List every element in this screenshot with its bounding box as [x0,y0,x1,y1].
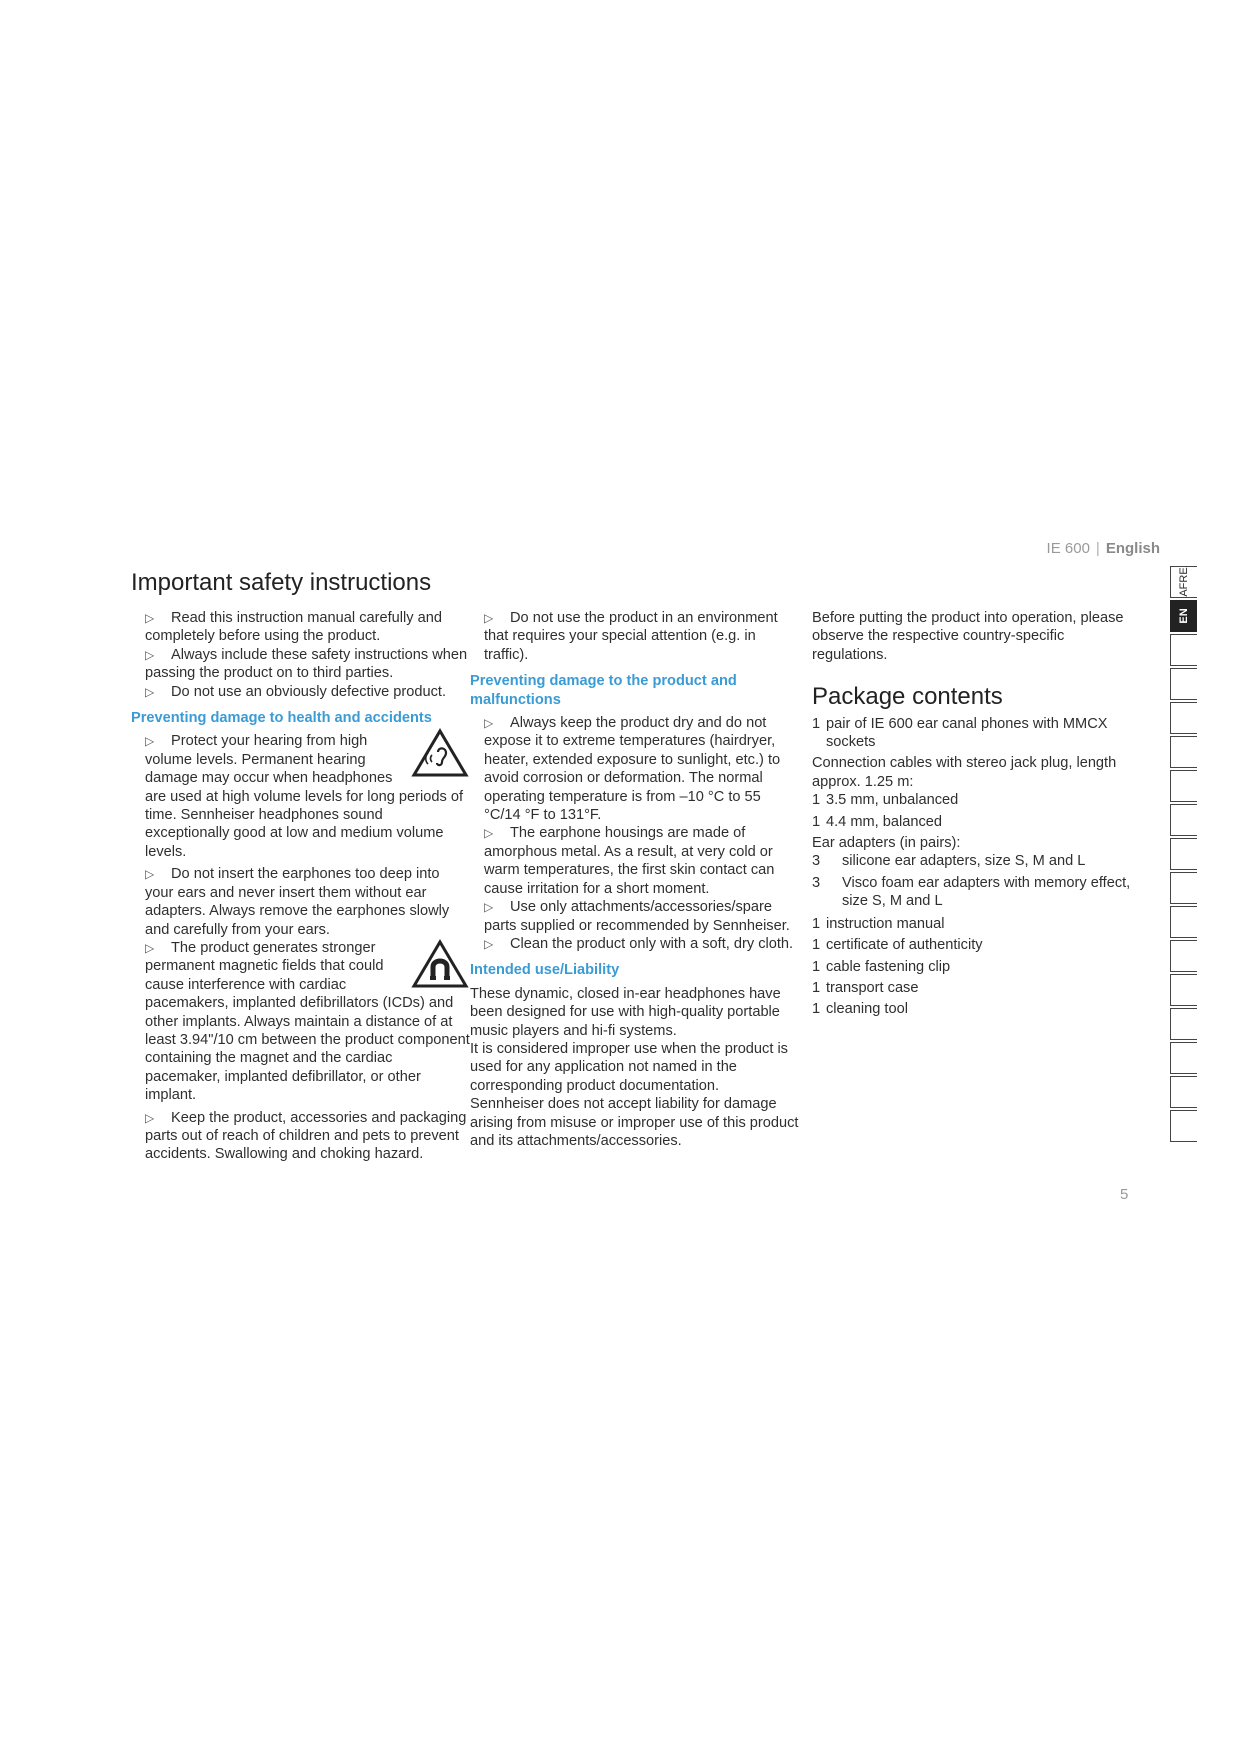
triangle-bullet-icon: ▷ [145,940,155,955]
paragraph-intended-use: These dynamic, closed in-ear headphones have been designed for use with high-quality portable music players and hi-fi systems. [470,985,781,1039]
package-item: 3 silicone ear adapters, size S, M and L [812,853,1086,870]
tab-blank[interactable] [1170,1008,1197,1040]
bullet-environment: ▷ Do not use the product in an environment that requires your special attention (e.g. in traffic). [484,610,778,663]
header-separator: | [1095,540,1100,557]
tab-blank[interactable] [1170,804,1197,836]
tab-blank[interactable] [1170,770,1197,802]
tab-blank[interactable] [1170,974,1197,1006]
package-item: 1 instruction manual [812,915,945,932]
magnetic-field-warning-icon [411,939,469,989]
paragraph-liability: Sennheiser does not accept liability for damage arising from misuse or improper use of this product and its attachments/accessories. [470,1096,799,1149]
package-item-text: pair of IE 600 ear canal phones with MMCX sockets [826,715,1108,751]
bullet-children: ▷ Keep the product, accessories and packaging parts out of reach of children and pets to prevent accidents. Swallowing and choking hazard. [145,1109,467,1163]
hearing-warning-icon [411,728,469,778]
subheading-product-damage: Preventing damage to the product and malfunctions [470,673,737,708]
column-safety [131,609,471,1164]
triangle-bullet-icon: ▷ [145,734,155,749]
triangle-bullet-icon: ▷ [145,647,155,662]
header-product: IE 600 [1046,540,1090,557]
tab-blank[interactable] [1170,1042,1197,1074]
triangle-bullet-icon: ▷ [484,826,494,841]
page-title: Important safety instructions [131,569,432,596]
bullet-include-instructions: ▷ Always include these safety instructions when passing the product on to third parties. [145,646,468,682]
tab-blank[interactable] [1170,1110,1197,1142]
header-language: English [1105,540,1160,557]
package-item: 1 cleaning tool [812,1001,908,1018]
triangle-bullet-icon: ▷ [145,867,155,882]
bullet-keep-dry: ▷ Always keep the product dry and do not expose it to extreme temperatures (hairdryer, heater, extended exposure to sunlight, etc.) to avoid corrosion or deformation. The normal operating temperature is from –10 °C to 55 °C/14 °F to 131°F. [484,715,781,824]
tab-blank[interactable] [1170,702,1197,734]
triangle-bullet-icon: ▷ [145,1110,155,1125]
page-number: 5 [1120,1186,1129,1203]
bullet-insert-earphones: ▷ Do not insert the earphones too deep into your ears and never insert them without ear adapters. Always remove the earphones slowly and carefully from your ears. [145,866,450,938]
column-product-care [470,609,800,1150]
triangle-bullet-icon: ▷ [484,716,494,731]
package-item-qty: 1 [812,715,821,732]
cables-heading: Connection cables with stereo jack plug, length approx. 1.25 m: [812,755,1117,790]
bullet-housing: ▷ The earphone housings are made of amorphous metal. As a result, at very cold or warm temperatures, the first skin contact can cause irritation for a short moment. [484,825,775,897]
triangle-bullet-icon: ▷ [484,936,494,951]
package-item: 1 3.5 mm, unbalanced [812,792,959,809]
tab-afre[interactable]: AFRE [1170,566,1197,598]
package-item: 1 transport case [812,979,919,996]
tab-blank[interactable] [1170,906,1197,938]
tab-blank[interactable] [1170,736,1197,768]
package-item: 1 certificate of authenticity [812,937,983,954]
paragraph-regulations: Before putting the product into operation, please observe the respective country-specific regulations. [812,610,1124,663]
tab-en[interactable]: EN [1170,600,1197,632]
adapters-heading: Ear adapters (in pairs): [812,835,961,852]
subheading-health: Preventing damage to health and accidents [131,710,432,727]
magnet-warning: ▷ The product generates stronger permanent magnetic fields that could cause interference with cardiac pacemakers, implanted defibrillators (ICDs) and other implants. Always maintain a distance of at least 3.94"/10 cm between the product component containing the magnet and the cardiac pacemaker, implanted defibrillator, or other implant. [145,939,470,1104]
package-item [812,715,1137,752]
package-item: 1 4.4 mm, balanced [812,813,943,830]
tab-blank[interactable] [1170,668,1197,700]
bullet-attachments: ▷ Use only attachments/accessories/spare parts supplied or recommended by Sennheiser. [484,899,790,934]
package-item: 1 cable fastening clip [812,958,951,975]
running-header [1000,540,1160,557]
tab-blank[interactable] [1170,872,1197,904]
tab-blank[interactable] [1170,838,1197,870]
triangle-bullet-icon: ▷ [484,611,494,625]
triangle-bullet-icon: ▷ [145,611,155,625]
bullet-defective-product: ▷ Do not use an obviously defective product. [145,683,447,700]
package-item: 3 Visco foam ear adapters with memory effect, size S, M and L [812,874,1131,910]
column-package [812,609,1137,1022]
subheading-intended-use: Intended use/Liability [470,962,620,979]
tab-blank[interactable] [1170,634,1197,666]
bullet-clean: ▷ Clean the product only with a soft, dry cloth. [484,935,794,952]
tab-blank[interactable] [1170,1076,1197,1108]
paragraph-improper-use: It is considered improper use when the product is used for any application not named in the corresponding product documentation. [470,1040,788,1094]
package-contents-title: Package contents [812,683,1003,711]
language-tabs [1170,566,1198,1144]
triangle-bullet-icon: ▷ [145,684,155,699]
triangle-bullet-icon: ▷ [484,900,494,915]
bullet-read-manual: ▷ Read this instruction manual carefully and completely before using the product. [145,610,442,645]
tab-blank[interactable] [1170,940,1197,972]
hearing-warning: ▷ Protect your hearing from high volume levels. Permanent hearing damage may occur when headphones are used at high volume levels for long periods of time. Sennheiser headphones sound exceptionally good at low and medium volume levels. [131,732,471,861]
